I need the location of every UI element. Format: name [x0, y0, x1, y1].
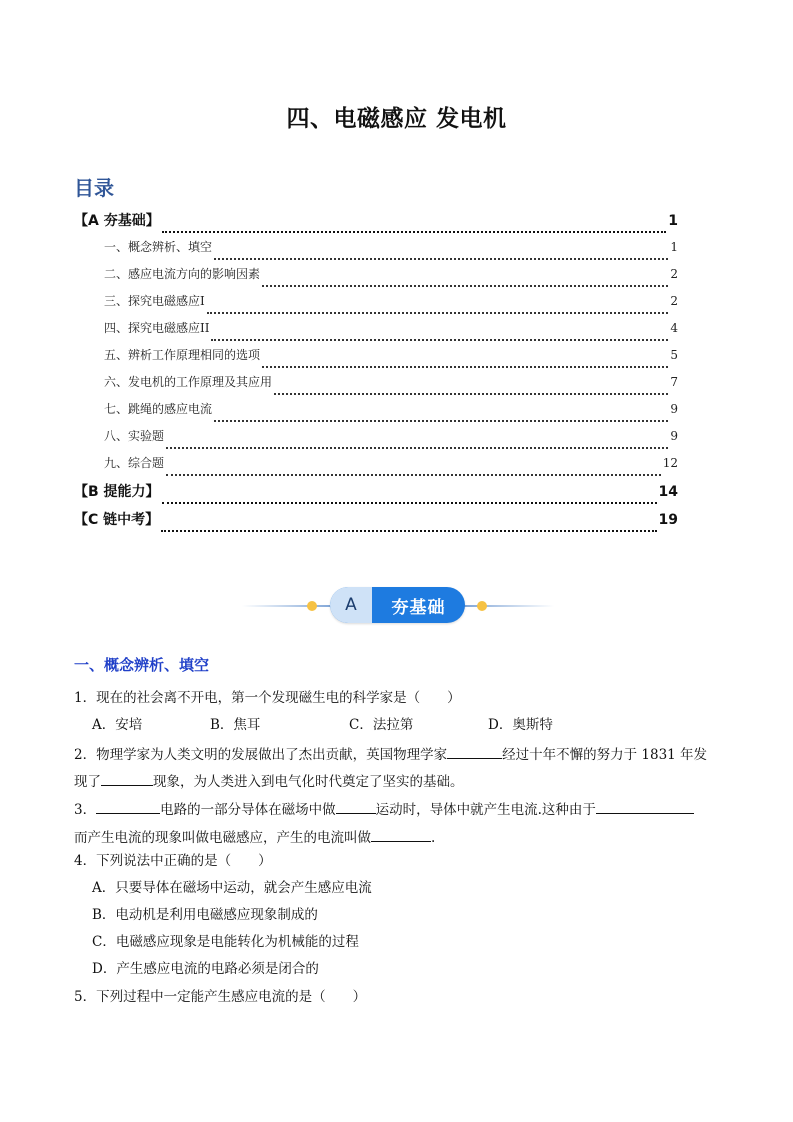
toc-entry[interactable] — [74, 427, 678, 454]
toc-entry-label: 【B 提能力】 — [74, 484, 160, 500]
banner-line-right — [462, 605, 554, 607]
banner-dot-right — [477, 601, 487, 611]
toc-entry-label: 四、探究电磁感应II — [104, 321, 210, 335]
toc-entry-page: 5 — [670, 348, 678, 362]
question-2-text: 2．物理学家为人类文明的发展做出了杰出贡献，英国物理学家 — [74, 747, 448, 763]
toc-entry[interactable] — [74, 292, 678, 319]
answer-blank[interactable] — [96, 799, 160, 814]
toc-entry-page: 9 — [670, 429, 678, 443]
toc-entry[interactable] — [74, 265, 678, 292]
question-5-stem: 5．下列过程中一定能产生感应电流的是（ ） — [74, 989, 367, 1005]
question-2-text: 经过十年不懈的努力于 1831 年发 — [502, 747, 708, 763]
answer-blank[interactable] — [336, 799, 376, 814]
toc-entry-label: 九、综合题 — [104, 456, 165, 470]
question-3-text: 而产生电流的现象叫做电磁感应，产生的电流叫做 — [74, 830, 371, 846]
toc-entry-page: 4 — [670, 321, 678, 335]
toc-entry-page: 12 — [662, 456, 678, 470]
banner-dot-left — [307, 601, 317, 611]
toc-entry[interactable] — [74, 509, 678, 537]
banner-line-left — [242, 605, 334, 607]
question-3-text: . — [431, 830, 436, 846]
toc-leader-dots — [166, 446, 668, 449]
toc-entry-page: 19 — [658, 512, 678, 528]
toc-entry-label: 五、辨析工作原理相同的选项 — [104, 348, 261, 362]
question-4-option-d: D．产生感应电流的电路必须是闭合的 — [92, 961, 319, 977]
toc-entry-page: 1 — [668, 213, 678, 229]
toc-entry[interactable] — [74, 400, 678, 427]
question-3-text: 电路的一部分导体在磁场中做 — [160, 802, 336, 818]
toc-entry-page: 9 — [670, 402, 678, 416]
toc-leader-dots — [207, 311, 669, 314]
toc-entry-label: 三、探究电磁感应I — [104, 294, 205, 308]
question-3-text: 运动时，导体中就产生电流.这种由于 — [375, 802, 596, 818]
toc-entry-label: 【A 夯基础】 — [74, 213, 160, 229]
question-4-stem: 4．下列说法中正确的是（ ） — [74, 853, 272, 869]
question-3-line-2 — [74, 827, 435, 847]
answer-blank[interactable] — [371, 827, 431, 842]
answer-blank[interactable] — [101, 771, 153, 786]
question-1-option-d: D．奥斯特 — [488, 717, 553, 733]
question-4-option-c: C．电磁感应现象是电能转化为机械能的过程 — [92, 934, 359, 950]
table-of-contents — [74, 210, 678, 537]
toc-leader-dots — [162, 230, 667, 233]
section-banner — [230, 584, 565, 628]
toc-leader-dots — [262, 284, 668, 287]
toc-entry-page: 7 — [670, 375, 678, 389]
toc-entry[interactable] — [74, 481, 678, 509]
toc-entry[interactable] — [74, 210, 678, 238]
toc-entry[interactable] — [74, 319, 678, 346]
question-1-option-a: A．安培 — [92, 717, 143, 733]
question-2-line-1 — [74, 744, 707, 764]
question-4-option-a: A．只要导体在磁场中运动，就会产生感应电流 — [92, 880, 372, 896]
question-1-option-c: C．法拉第 — [349, 717, 414, 733]
banner-letter: A — [330, 587, 372, 623]
toc-entry-label: 二、感应电流方向的影响因素 — [104, 267, 261, 281]
document-title: 四、电磁感应 发电机 — [286, 106, 507, 132]
toc-leader-dots — [161, 529, 656, 532]
question-1-option-b: B．焦耳 — [210, 717, 261, 733]
toc-leader-dots — [214, 257, 668, 260]
answer-blank[interactable] — [596, 799, 694, 814]
toc-leader-dots — [262, 365, 668, 368]
toc-entry-label: 【C 链中考】 — [74, 512, 160, 528]
toc-entry[interactable] — [74, 373, 678, 400]
question-1-stem: 1．现在的社会离不开电，第一个发现磁生电的科学家是（ ） — [74, 690, 461, 706]
question-2-text: 现了 — [74, 774, 101, 790]
toc-entry-page: 2 — [670, 294, 678, 308]
toc-heading: 目录 — [74, 176, 114, 200]
toc-entry-page: 1 — [670, 240, 678, 254]
question-4-option-b: B．电动机是利用电磁感应现象制成的 — [92, 907, 318, 923]
toc-entry-label: 七、跳绳的感应电流 — [104, 402, 213, 416]
question-3-line-1 — [74, 799, 694, 819]
toc-leader-dots — [274, 392, 668, 395]
toc-entry-page: 14 — [658, 484, 678, 500]
toc-leader-dots — [162, 501, 657, 504]
toc-entry-label: 八、实验题 — [104, 429, 165, 443]
answer-blank[interactable] — [447, 744, 502, 759]
toc-leader-dots — [211, 338, 668, 341]
toc-entry-label: 一、概念辨析、填空 — [104, 240, 213, 254]
question-3-text: 3． — [74, 802, 97, 818]
banner-pill — [330, 587, 465, 623]
section-heading: 一、概念辨析、填空 — [74, 656, 210, 674]
toc-entry[interactable] — [74, 346, 678, 373]
toc-entry-page: 2 — [670, 267, 678, 281]
question-2-text: 现象，为人类进入到电气化时代奠定了坚实的基础。 — [153, 774, 464, 790]
question-2-line-2 — [74, 771, 464, 791]
toc-entry[interactable] — [74, 238, 678, 265]
banner-text: 夯基础 — [391, 597, 446, 618]
toc-leader-dots — [214, 419, 668, 422]
toc-entry-label: 六、发电机的工作原理及其应用 — [104, 375, 273, 389]
toc-leader-dots — [166, 473, 661, 476]
toc-entry[interactable] — [74, 454, 678, 481]
